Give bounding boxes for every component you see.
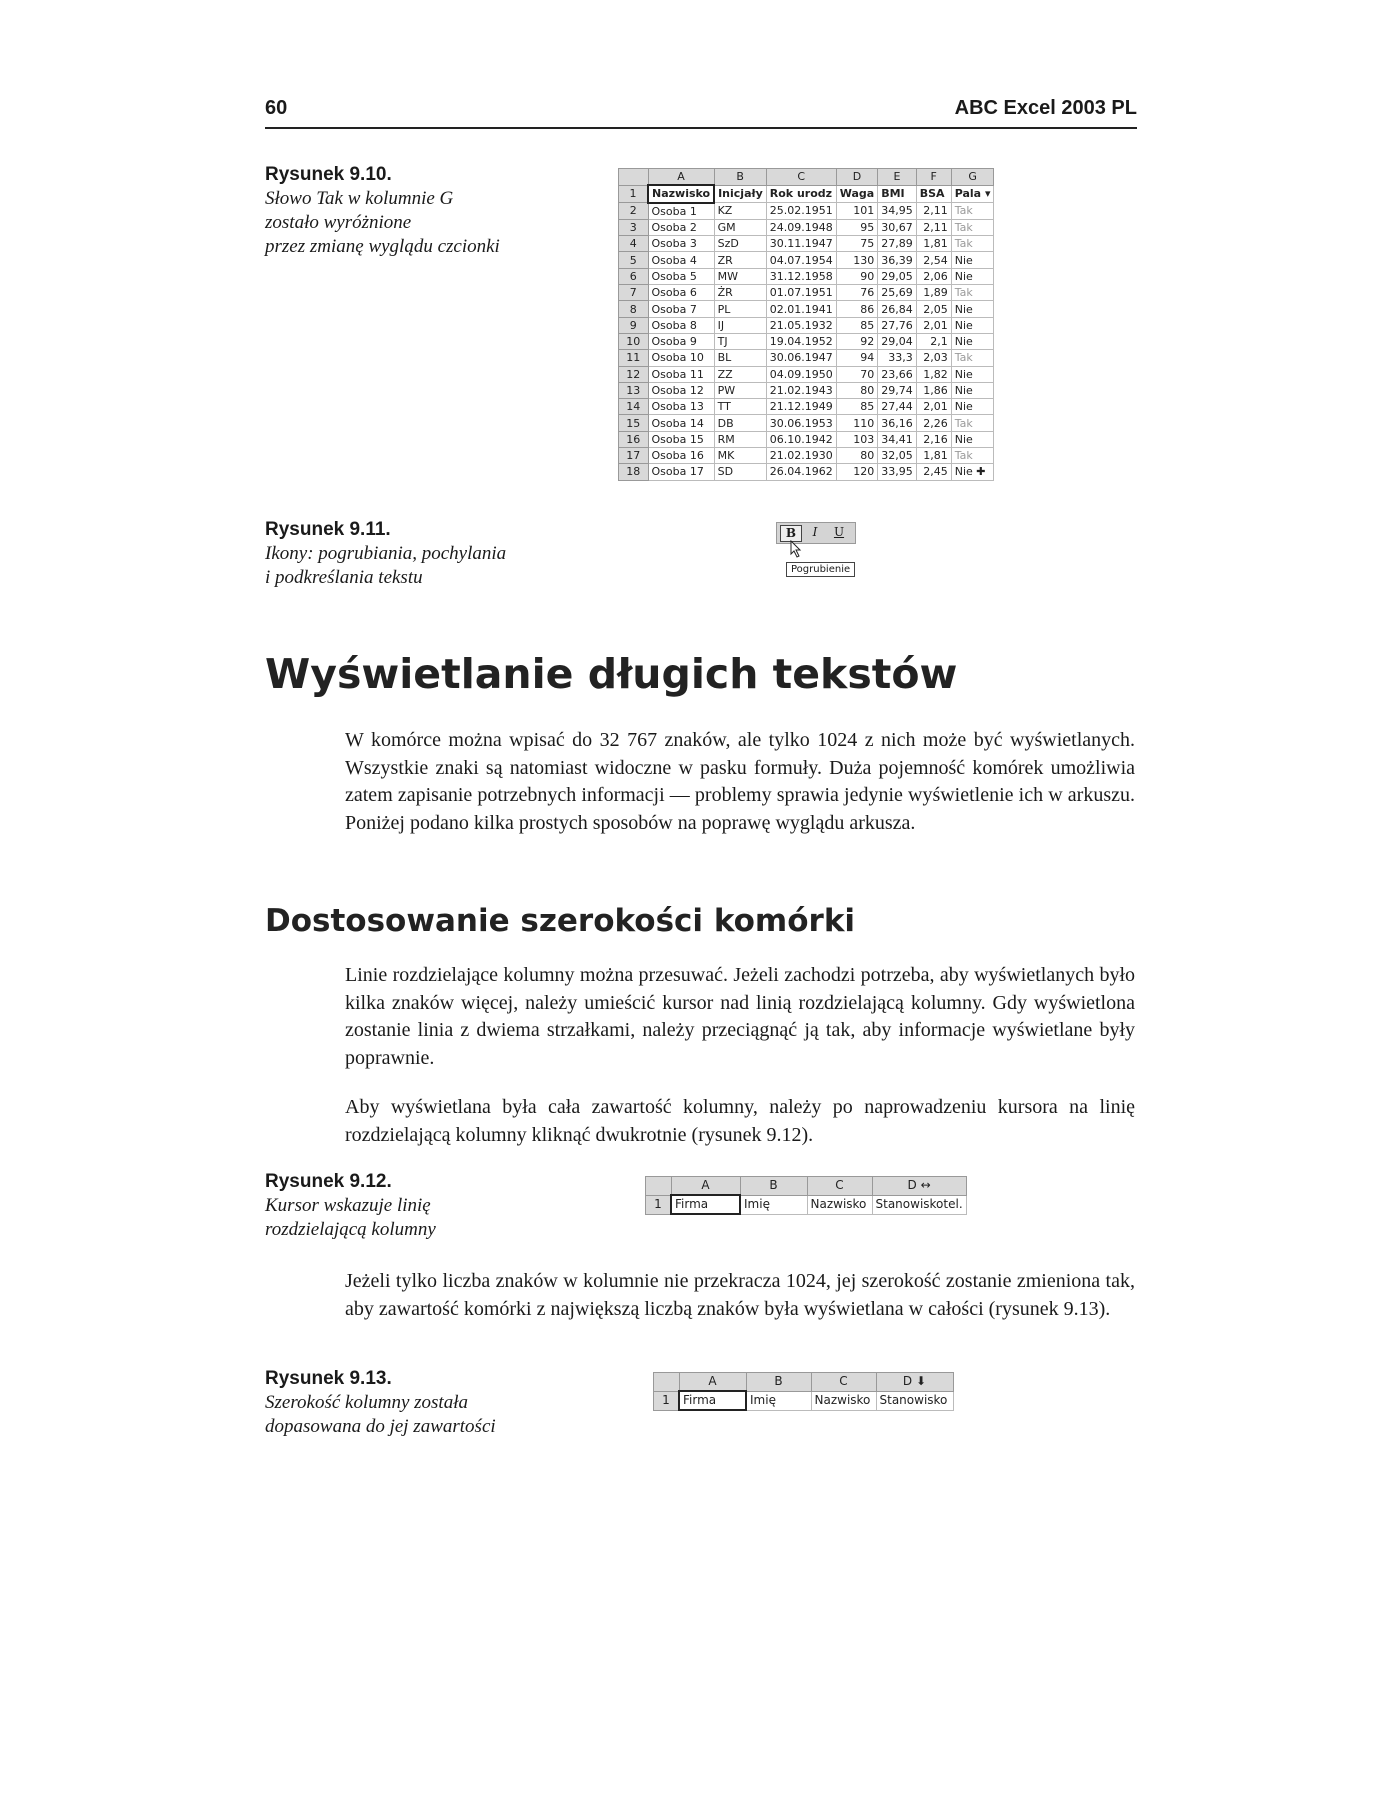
table-row — [619, 415, 994, 431]
figure-9-11-caption — [265, 518, 565, 590]
cell[interactable]: SD — [714, 464, 766, 480]
row-header[interactable]: 16 — [619, 431, 649, 447]
cell[interactable]: 30.11.1947 — [766, 236, 836, 252]
cell[interactable]: Nie — [951, 252, 994, 268]
row-header[interactable]: 17 — [619, 448, 649, 464]
row-header[interactable]: 10 — [619, 333, 649, 349]
row-header[interactable]: 6 — [619, 268, 649, 284]
paragraph: Linie rozdzielające kolumny można przesuwać. Jeżeli zachodzi potrzeba, aby wyświetlanych było kilka znaków więcej, należy umieścić kursor nad linią rozdzielającą kolumny. Gdy wyświetlona zostanie linia z dwiema strzałkami, należy przeciągnąć ją tak, aby informacje wyświetlane były poprawnie. — [345, 964, 1135, 1069]
column-header[interactable] — [876, 1373, 953, 1392]
row-header[interactable]: 13 — [619, 382, 649, 398]
column-resize-cursor-icon: ↔ — [920, 1178, 931, 1193]
row-header[interactable]: 15 — [619, 415, 649, 431]
cell[interactable]: 04.07.1954 — [766, 252, 836, 268]
cell[interactable]: 1,81 — [916, 448, 951, 464]
cell[interactable]: 2,01 — [916, 317, 951, 333]
figure-9-10-spreadsheet — [618, 168, 994, 481]
cell[interactable]: 06.10.1942 — [766, 431, 836, 447]
cell[interactable]: Osoba 14 — [648, 415, 714, 431]
column-header-label: D — [902, 1374, 913, 1389]
caption-line: rozdzielającą kolumny — [265, 1219, 436, 1240]
cell[interactable]: 2,11 — [916, 203, 951, 220]
cell[interactable]: 1,82 — [916, 366, 951, 382]
cell[interactable]: 1,86 — [916, 382, 951, 398]
dropdown-arrow-icon[interactable]: ▾ — [981, 187, 991, 201]
cell[interactable]: 34,41 — [878, 431, 917, 447]
row-header[interactable]: 1 — [646, 1195, 672, 1214]
cell[interactable]: 24.09.1948 — [766, 219, 836, 235]
cell[interactable]: Nazwisko — [807, 1195, 872, 1214]
cell[interactable]: 34,95 — [878, 203, 917, 220]
header-cell[interactable]: BMI — [878, 185, 917, 202]
cell[interactable]: 80 — [836, 448, 877, 464]
table-row — [619, 350, 994, 366]
bold-button[interactable]: B — [780, 525, 802, 542]
cell[interactable]: GM — [714, 219, 766, 235]
running-header — [265, 95, 1137, 129]
cell[interactable]: MW — [714, 268, 766, 284]
table-row — [619, 285, 994, 301]
cell[interactable]: Osoba 2 — [648, 219, 714, 235]
cell[interactable]: 33,95 — [878, 464, 917, 480]
cell[interactable]: 21.12.1949 — [766, 399, 836, 415]
cell[interactable]: 04.09.1950 — [766, 366, 836, 382]
row-header[interactable]: 1 — [654, 1391, 680, 1410]
column-header[interactable]: C — [766, 169, 836, 186]
cell[interactable]: Nazwisko — [811, 1391, 876, 1410]
table-row — [619, 317, 994, 333]
column-header-label: D — [907, 1178, 917, 1193]
header-cell[interactable]: Nazwisko — [648, 185, 714, 202]
cell[interactable]: 70 — [836, 366, 877, 382]
cell[interactable]: Imię — [746, 1391, 811, 1410]
cell[interactable]: 92 — [836, 333, 877, 349]
column-header[interactable]: B — [746, 1373, 811, 1392]
cell[interactable]: Osoba 16 — [648, 448, 714, 464]
column-header[interactable]: B — [740, 1177, 807, 1196]
cell[interactable]: 21.05.1932 — [766, 317, 836, 333]
cell[interactable]: 25.02.1951 — [766, 203, 836, 220]
figure-9-13-caption — [265, 1367, 565, 1439]
cell[interactable]: 21.02.1930 — [766, 448, 836, 464]
caption-line: i podkreślania tekstu — [265, 567, 423, 588]
cell[interactable]: Tak — [951, 285, 994, 301]
figure-9-13-spreadsheet — [653, 1372, 954, 1411]
cell[interactable]: Tak — [951, 350, 994, 366]
cell[interactable]: 26.04.1962 — [766, 464, 836, 480]
cell[interactable]: Osoba 17 — [648, 464, 714, 480]
cell[interactable]: KZ — [714, 203, 766, 220]
row-header[interactable]: 2 — [619, 203, 649, 220]
formatting-toolbar — [776, 522, 856, 544]
cell[interactable]: 30.06.1953 — [766, 415, 836, 431]
column-header[interactable]: A — [648, 169, 714, 186]
cell[interactable]: 33,3 — [878, 350, 917, 366]
cell[interactable]: Osoba 1 — [648, 203, 714, 220]
column-header[interactable]: B — [714, 169, 766, 186]
row-header[interactable]: 18 — [619, 464, 649, 480]
cell[interactable]: 130 — [836, 252, 877, 268]
cell[interactable]: 2,11 — [916, 219, 951, 235]
cell[interactable]: 85 — [836, 317, 877, 333]
corner-cell — [646, 1177, 672, 1196]
cell[interactable]: 76 — [836, 285, 877, 301]
paragraph: Aby wyświetlana była cała zawartość kolumny, należy po naprowadzeniu kursora na linię rozdzielającą kolumny kliknąć dwukrotnie (rysunek 9.12). — [345, 1096, 1135, 1146]
cell[interactable]: 2,03 — [916, 350, 951, 366]
row-header[interactable]: 8 — [619, 301, 649, 317]
cell[interactable]: Osoba 12 — [648, 382, 714, 398]
caption-line: dopasowana do jej zawartości — [265, 1416, 496, 1437]
table-row — [619, 366, 994, 382]
figure-title: Rysunek 9.12. — [265, 1171, 392, 1192]
cell[interactable]: 01.07.1951 — [766, 285, 836, 301]
cell[interactable]: 120 — [836, 464, 877, 480]
cell[interactable]: Tak — [951, 236, 994, 252]
cell[interactable]: Osoba 8 — [648, 317, 714, 333]
table-row — [619, 301, 994, 317]
cell[interactable]: 30.06.1947 — [766, 350, 836, 366]
cell[interactable]: Firma — [671, 1195, 740, 1214]
cell[interactable]: 85 — [836, 399, 877, 415]
table-row — [619, 236, 994, 252]
row-header[interactable]: 9 — [619, 317, 649, 333]
cell[interactable]: TJ — [714, 333, 766, 349]
caption-line: Kursor wskazuje linię — [265, 1195, 431, 1216]
cell[interactable]: Nie — [951, 301, 994, 317]
column-header[interactable]: D — [836, 169, 877, 186]
cell[interactable]: PL — [714, 301, 766, 317]
table-row — [619, 448, 994, 464]
cell[interactable]: 75 — [836, 236, 877, 252]
figure-9-10-caption — [265, 163, 565, 259]
figure-title: Rysunek 9.11. — [265, 519, 391, 540]
row-header[interactable]: 12 — [619, 366, 649, 382]
cell[interactable]: 2,16 — [916, 431, 951, 447]
cell[interactable]: Stanowisko — [876, 1391, 953, 1410]
corner-cell — [619, 169, 649, 186]
column-header[interactable]: A — [679, 1373, 746, 1392]
fill-cross-cursor-icon: ✚ — [972, 465, 986, 479]
cell[interactable]: MK — [714, 448, 766, 464]
cell[interactable]: 95 — [836, 219, 877, 235]
column-header[interactable]: G — [951, 169, 994, 186]
column-header[interactable]: F — [916, 169, 951, 186]
table-row — [619, 203, 994, 220]
cell[interactable]: SzD — [714, 236, 766, 252]
table-row — [619, 464, 994, 480]
page-number: 60 — [265, 97, 288, 119]
row-header[interactable]: 7 — [619, 285, 649, 301]
cell[interactable]: ZZ — [714, 366, 766, 382]
cell[interactable]: Imię — [740, 1195, 807, 1214]
cell[interactable]: PW — [714, 382, 766, 398]
cell[interactable]: 94 — [836, 350, 877, 366]
paragraph: W komórce można wpisać do 32 767 znaków, ale tylko 1024 z nich może być wyświetlanych. Wszystkie znaki są natomiast widoczne w pasku formuły. Duża pojemność komórek umożliwia zatem zapisanie potrzebnych informacji — problemy sprawia jedynie wyświetlenie ich w arkuszu. Poniżej podano kilka prostych sposobów na poprawę wyglądu arkusza. — [345, 729, 1135, 834]
cell[interactable]: Firma — [679, 1391, 746, 1410]
cell[interactable]: 103 — [836, 431, 877, 447]
column-header[interactable]: E — [878, 169, 917, 186]
cell[interactable]: Osoba 5 — [648, 268, 714, 284]
header-cell[interactable]: Inicjały — [714, 185, 766, 202]
row-header[interactable]: 11 — [619, 350, 649, 366]
cell[interactable]: Nie ✚ — [951, 464, 994, 480]
cell[interactable]: TT — [714, 399, 766, 415]
cell[interactable]: 101 — [836, 203, 877, 220]
cell[interactable]: Nie — [951, 399, 994, 415]
table-row — [619, 219, 994, 235]
cell[interactable]: Tak — [951, 448, 994, 464]
cell[interactable]: Osoba 15 — [648, 431, 714, 447]
cell[interactable]: Osoba 3 — [648, 236, 714, 252]
table-row — [619, 382, 994, 398]
table-row — [619, 399, 994, 415]
caption-line: Szerokość kolumny została — [265, 1392, 468, 1413]
row-header[interactable]: 4 — [619, 236, 649, 252]
cell[interactable]: 23,66 — [878, 366, 917, 382]
cell[interactable]: Tak — [951, 415, 994, 431]
cell[interactable]: Nie — [951, 431, 994, 447]
table-row — [619, 268, 994, 284]
cell[interactable]: 110 — [836, 415, 877, 431]
table-row — [619, 252, 994, 268]
cell[interactable]: Osoba 9 — [648, 333, 714, 349]
figure-9-12-caption — [265, 1170, 565, 1242]
cell[interactable]: Tak — [951, 203, 994, 220]
cell[interactable]: Tak — [951, 219, 994, 235]
running-title: ABC Excel 2003 PL — [954, 97, 1137, 119]
row-header[interactable]: 5 — [619, 252, 649, 268]
cell[interactable]: Osoba 13 — [648, 399, 714, 415]
figure-title: Rysunek 9.13. — [265, 1368, 392, 1389]
cell[interactable]: Osoba 11 — [648, 366, 714, 382]
figure-9-12-spreadsheet — [645, 1176, 967, 1215]
table-row — [619, 431, 994, 447]
cell[interactable]: 86 — [836, 301, 877, 317]
cell[interactable]: 02.01.1941 — [766, 301, 836, 317]
figure-title: Rysunek 9.10. — [265, 164, 392, 185]
cell[interactable]: 27,89 — [878, 236, 917, 252]
tooltip-pogrubienie: Pogrubienie — [786, 562, 855, 577]
caption-line: przez zmianę wyglądu czcionki — [265, 236, 500, 257]
corner-cell — [654, 1373, 680, 1392]
caption-line: Ikony: pogrubiania, pochylania — [265, 543, 507, 564]
column-header[interactable]: A — [671, 1177, 740, 1196]
cell[interactable]: 2,45 — [916, 464, 951, 480]
down-arrow-cursor-icon: ⬇ — [916, 1374, 927, 1389]
cell[interactable]: Osoba 6 — [648, 285, 714, 301]
column-header[interactable]: C — [811, 1373, 876, 1392]
cell[interactable]: 21.02.1943 — [766, 382, 836, 398]
cell[interactable]: 2,05 — [916, 301, 951, 317]
cell[interactable]: Nie — [951, 268, 994, 284]
cell[interactable]: 19.04.1952 — [766, 333, 836, 349]
cell[interactable]: Nie — [951, 382, 994, 398]
cell[interactable]: RM — [714, 431, 766, 447]
cell[interactable]: 29,05 — [878, 268, 917, 284]
cell[interactable]: 2,06 — [916, 268, 951, 284]
header-cell[interactable]: Waga — [836, 185, 877, 202]
cell-text: tel. — [943, 1197, 963, 1211]
caption-line: zostało wyróżnione — [265, 212, 412, 233]
cell[interactable]: 31.12.1958 — [766, 268, 836, 284]
cell[interactable]: 26,84 — [878, 301, 917, 317]
cell[interactable]: 25,69 — [878, 285, 917, 301]
header-cell[interactable]: Rok urodz — [766, 185, 836, 202]
cell[interactable]: 29,74 — [878, 382, 917, 398]
underline-button[interactable]: U — [833, 525, 845, 539]
cell[interactable]: 2,26 — [916, 415, 951, 431]
cell[interactable]: 90 — [836, 268, 877, 284]
cell[interactable]: 32,05 — [878, 448, 917, 464]
cell[interactable]: 2,54 — [916, 252, 951, 268]
section-heading: Wyświetlanie długich tekstów — [265, 650, 958, 698]
cell[interactable]: 1,89 — [916, 285, 951, 301]
cell[interactable]: Osoba 4 — [648, 252, 714, 268]
cell[interactable]: BL — [714, 350, 766, 366]
cell[interactable]: Osoba 10 — [648, 350, 714, 366]
cell[interactable]: 29,04 — [878, 333, 917, 349]
cell[interactable]: 80 — [836, 382, 877, 398]
column-header[interactable] — [872, 1177, 966, 1196]
cell[interactable]: 27,76 — [878, 317, 917, 333]
cell[interactable]: 2,01 — [916, 399, 951, 415]
cell[interactable]: 30,67 — [878, 219, 917, 235]
cell[interactable]: 2,1 — [916, 333, 951, 349]
row-header[interactable]: 1 — [619, 185, 649, 202]
cell-text: Stanowisko — [875, 1197, 944, 1211]
cell[interactable]: 27,44 — [878, 399, 917, 415]
caption-line: Słowo Tak w kolumnie G — [265, 188, 454, 209]
column-header[interactable]: C — [807, 1177, 872, 1196]
cell[interactable]: Nie — [951, 366, 994, 382]
header-cell[interactable]: BSA — [916, 185, 951, 202]
cell[interactable]: 1,81 — [916, 236, 951, 252]
cell[interactable]: DB — [714, 415, 766, 431]
row-header[interactable]: 3 — [619, 219, 649, 235]
table-row — [619, 333, 994, 349]
paragraph: Jeżeli tylko liczba znaków w kolumnie nie przekracza 1024, jej szerokość zostanie zmieniona tak, aby zawartość komórki z największą liczbą znaków była wyświetlana w całości (rysunek 9.13). — [345, 1270, 1135, 1320]
header-cell[interactable]: Pala ▾ — [951, 185, 994, 202]
italic-button[interactable]: I — [812, 525, 818, 539]
mouse-pointer-icon — [790, 540, 804, 558]
cell[interactable]: 36,39 — [878, 252, 917, 268]
cell[interactable]: Nie — [951, 317, 994, 333]
cell[interactable]: Nie — [951, 333, 994, 349]
subsection-heading: Dostosowanie szerokości komórki — [265, 903, 856, 939]
cell[interactable]: IJ — [714, 317, 766, 333]
cell[interactable]: ZR — [714, 252, 766, 268]
row-header[interactable]: 14 — [619, 399, 649, 415]
cell[interactable]: 36,16 — [878, 415, 917, 431]
cell[interactable] — [872, 1195, 966, 1214]
cell[interactable]: ŻR — [714, 285, 766, 301]
cell[interactable]: Osoba 7 — [648, 301, 714, 317]
